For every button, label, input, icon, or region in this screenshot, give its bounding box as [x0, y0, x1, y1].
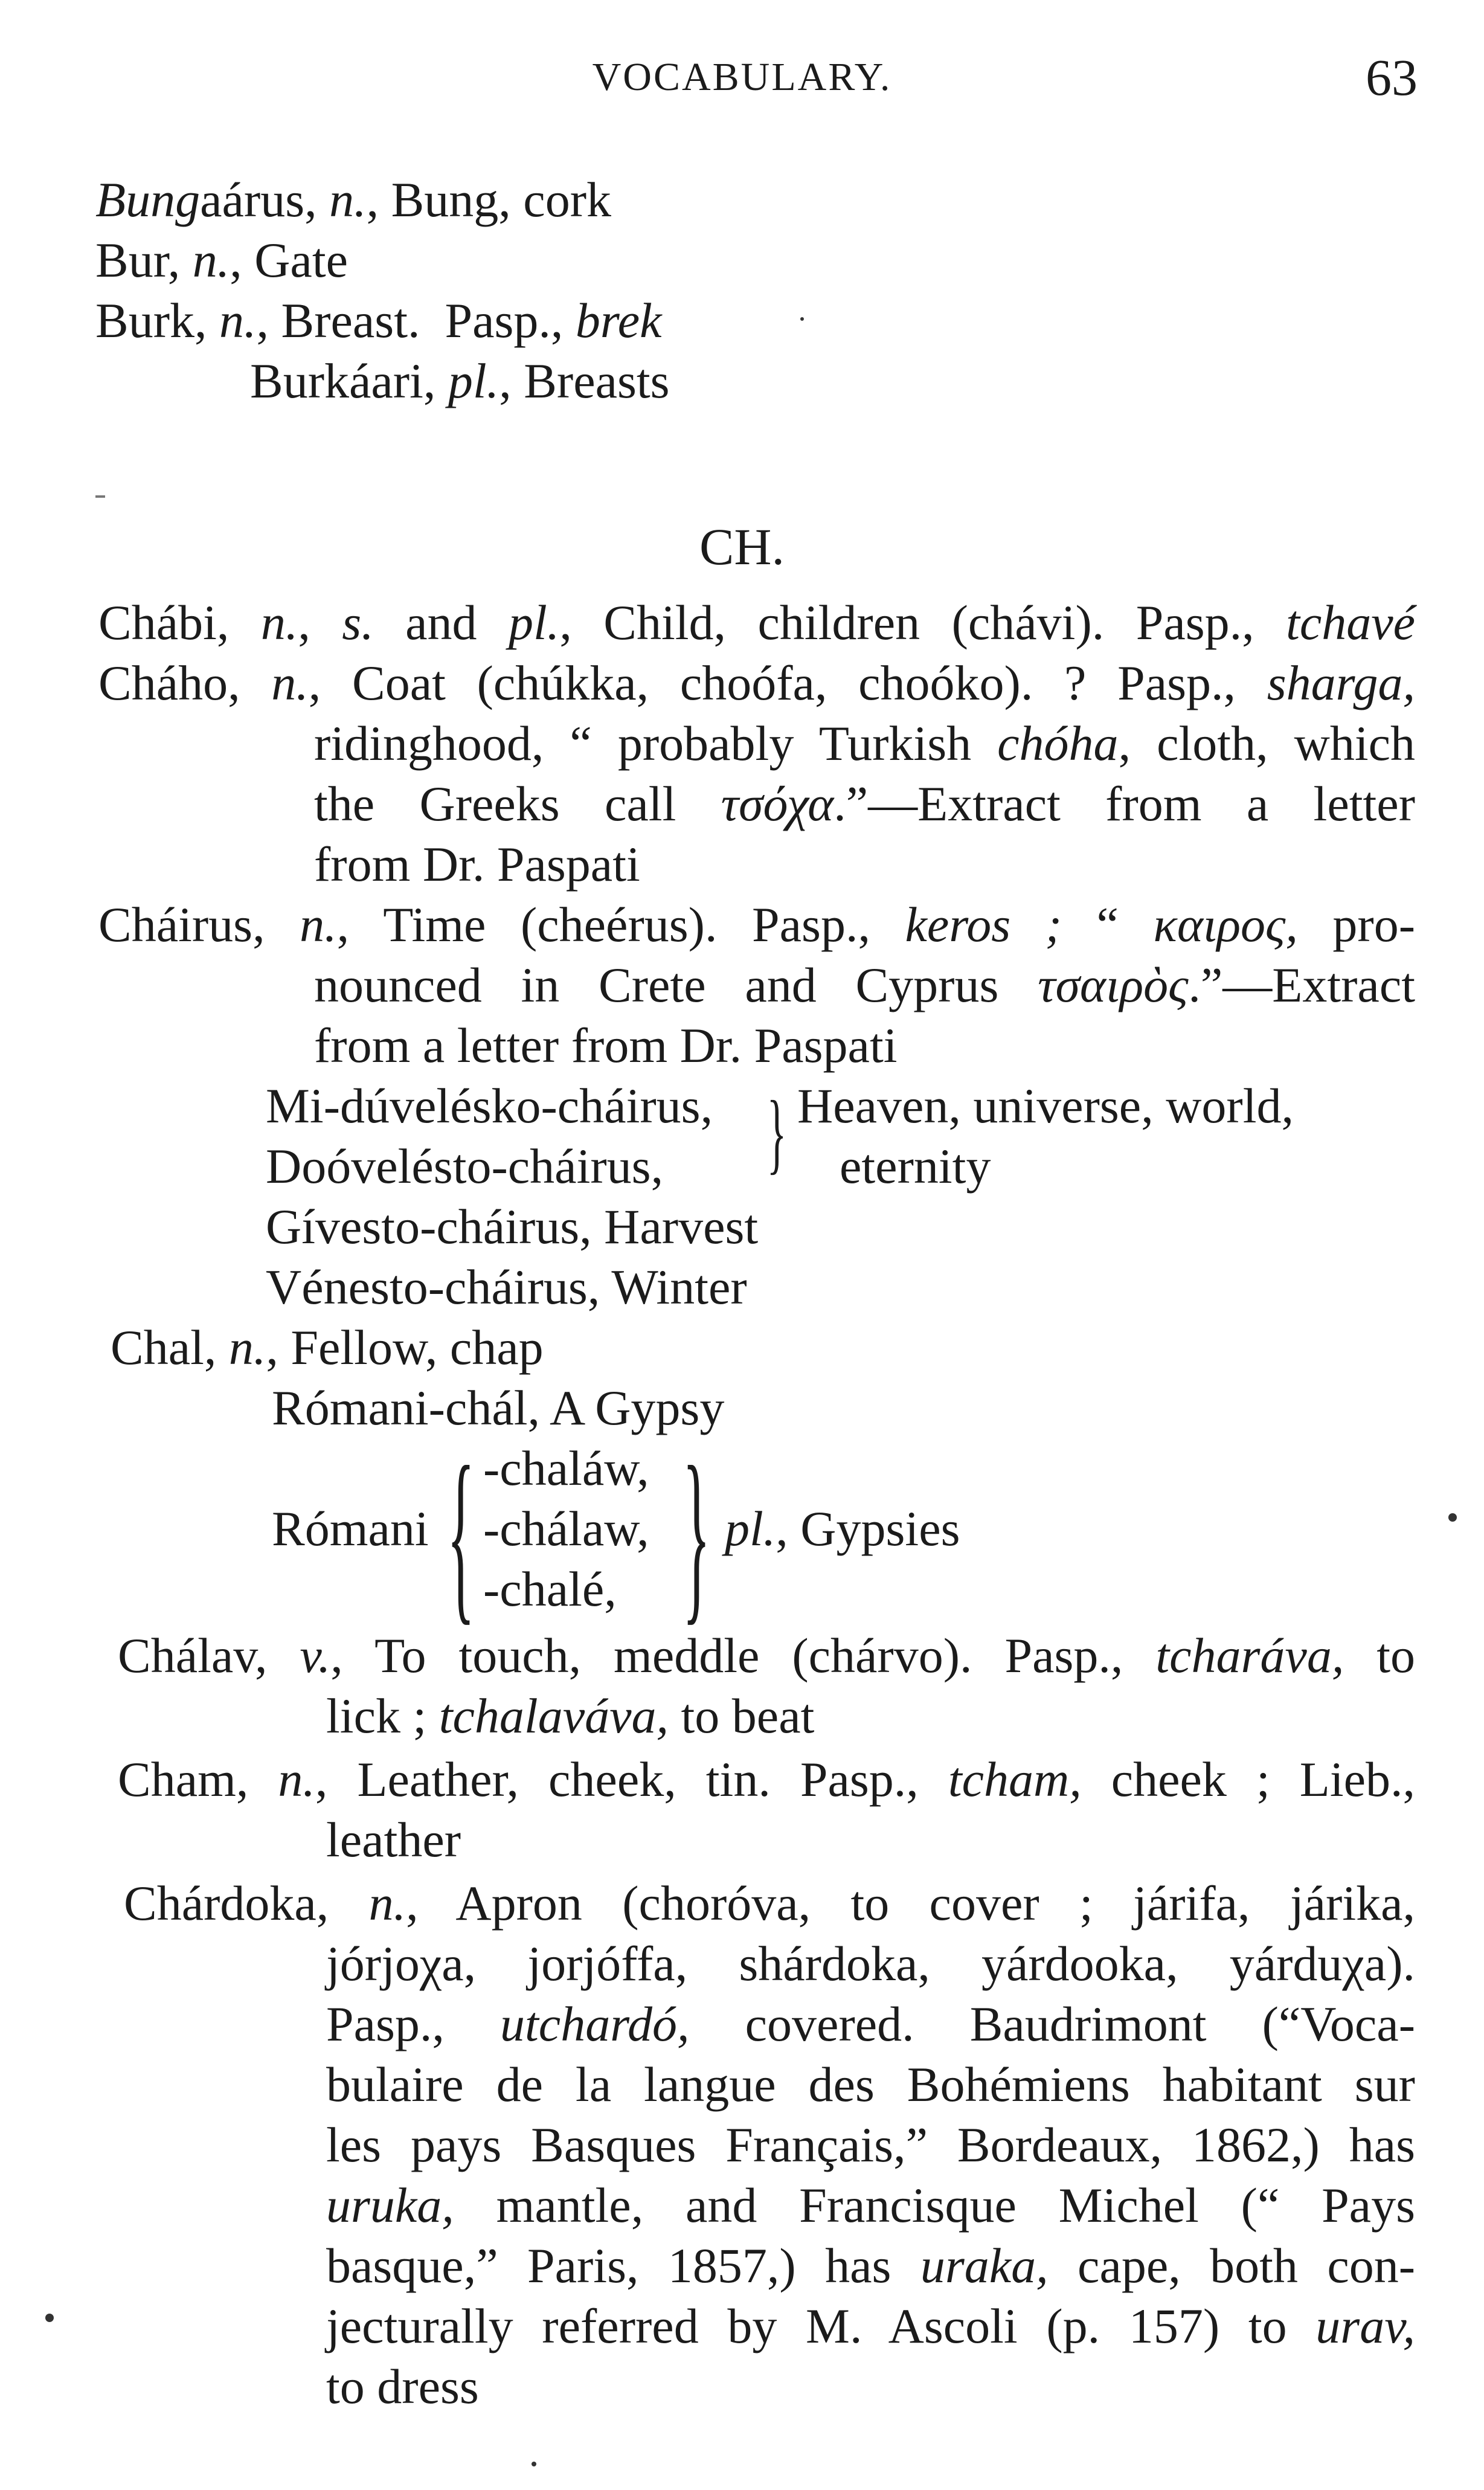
- sub-doove: Doóvelésto-cháirus,: [266, 1139, 664, 1194]
- part-of-speech: pl.: [448, 353, 499, 408]
- entry-chaho-line3: the Greeks call τσόχα.”—Extract from a letter: [314, 776, 1415, 831]
- part-of-speech: n.: [329, 172, 367, 227]
- definition: Gate: [254, 233, 349, 288]
- entry-chairus: Cháirus, n., Time (cheérus). Pasp., keros ; “ καιρος, pro-: [98, 897, 1416, 952]
- sub-romani-chal: Rómani-chál, A Gypsy: [272, 1380, 725, 1435]
- print-speck: [800, 317, 804, 321]
- headword: Bur: [95, 233, 168, 288]
- entry-chardoka-line8: jecturally referred by M. Ascoli (p. 157) to urav,: [326, 2299, 1416, 2353]
- print-speck: [45, 2314, 54, 2322]
- entry-chardoka-line4: bulaire de la langue des Bohémiens habitant sur: [326, 2057, 1415, 2112]
- entry-chardoka-line5: les pays Basques Français,” Bordeaux, 1862,) has: [326, 2117, 1415, 2172]
- entry-chardoka-line6: uruka, mantle, and Francisque Michel (“ Pays: [326, 2178, 1415, 2233]
- entry-burkaari: Burkáari, pl., Breasts: [250, 353, 670, 408]
- entry-chaho-line4: from Dr. Paspati: [314, 837, 640, 892]
- entry-burk: Burk, n., Breast. Pasp., brek: [95, 293, 662, 348]
- section-heading: CH.: [699, 518, 785, 576]
- entry-chardoka-line9: to dress: [326, 2359, 479, 2414]
- headword-italic: Bung: [95, 172, 201, 227]
- form-chalaw: -chaláw,: [483, 1441, 649, 1496]
- entry-chaho: Cháho, n., Coat (chúkka, choófa, choóko). ? Pasp., sharga,: [98, 655, 1416, 710]
- entry-chal: Chal, n., Fellow, chap: [111, 1320, 544, 1375]
- entry-chardoka-line3: Pasp., utchardó, covered. Baudrimont (“Voca-: [326, 1996, 1416, 2051]
- brace-left: {: [447, 1427, 475, 1641]
- entry-cham: Cham, n., Leather, cheek, tin. Pasp., tcham, cheek ; Lieb.,: [118, 1752, 1416, 1807]
- entry-bungaarus: Bungaárus, n., Bung, cork: [95, 172, 612, 227]
- form-chalaw-2: -chálaw,: [483, 1501, 649, 1556]
- entry-chabi: Chábi, n., s. and pl., Child, children (chávi). Pasp., tchavé: [98, 595, 1416, 650]
- sub-givesto: Gívesto-cháirus, Harvest: [266, 1199, 759, 1254]
- paspati-word: brek: [575, 293, 662, 348]
- headword: Burkáari: [250, 353, 423, 408]
- sub-venesto: Vénesto-cháirus, Winter: [266, 1259, 747, 1314]
- entry-chaho-line2: ridinghood, “ probably Turkish chóha, cloth, which: [314, 716, 1416, 771]
- brace-heaven: }: [766, 1083, 787, 1183]
- dash-mark: [95, 495, 105, 498]
- entry-chardoka-line2: jórjoχa, jorjóffa, shárdoka, yárdooka, yárduχa).: [326, 1936, 1415, 1991]
- print-speck: [532, 2462, 536, 2466]
- entry-chairus-line2: nounced in Crete and Cyprus τσαιρὸς.”—Extract: [314, 957, 1416, 1012]
- definition: Bung, cork: [391, 172, 612, 227]
- entry-bur: Bur, n., Gate: [95, 233, 349, 288]
- headword-roman: aárus: [200, 172, 305, 227]
- part-of-speech: n.: [219, 293, 257, 348]
- entry-chalav: Chálav, v., To touch, meddle (chárvo). Pasp., tcharáva, to: [118, 1628, 1416, 1683]
- gypsies-def: pl., Gypsies: [725, 1501, 960, 1556]
- form-chale: -chalé,: [483, 1562, 617, 1617]
- entry-cham-line2: leather: [326, 1812, 461, 1867]
- romani-label: Rómani: [272, 1501, 429, 1556]
- print-speck: [1448, 1513, 1457, 1522]
- definition: Breast.: [281, 293, 420, 348]
- sub-heaven-def: Heaven, universe, world,: [797, 1078, 1294, 1133]
- brace-right: }: [683, 1427, 711, 1641]
- entry-chalav-line2: lick ; tchalaváva, to beat: [326, 1688, 815, 1743]
- sub-eternity-def: eternity: [840, 1139, 991, 1194]
- sub-midu: Mi-dúvelésko-cháirus,: [266, 1078, 713, 1133]
- running-head: VOCABULARY.: [592, 55, 892, 99]
- entry-chairus-line3: from a letter from Dr. Paspati: [314, 1018, 898, 1073]
- entry-chardoka-line7: basque,” Paris, 1857,) has uraka, cape, both con-: [326, 2238, 1416, 2293]
- paspati-ref: Pasp.: [445, 293, 551, 348]
- part-of-speech: n.: [192, 233, 230, 288]
- definition: Breasts: [524, 353, 670, 408]
- page-number: 63: [1366, 48, 1418, 106]
- entry-chardoka: Chárdoka, n., Apron (choróva, to cover ; járifa, járika,: [124, 1876, 1415, 1931]
- headword: Burk: [95, 293, 194, 348]
